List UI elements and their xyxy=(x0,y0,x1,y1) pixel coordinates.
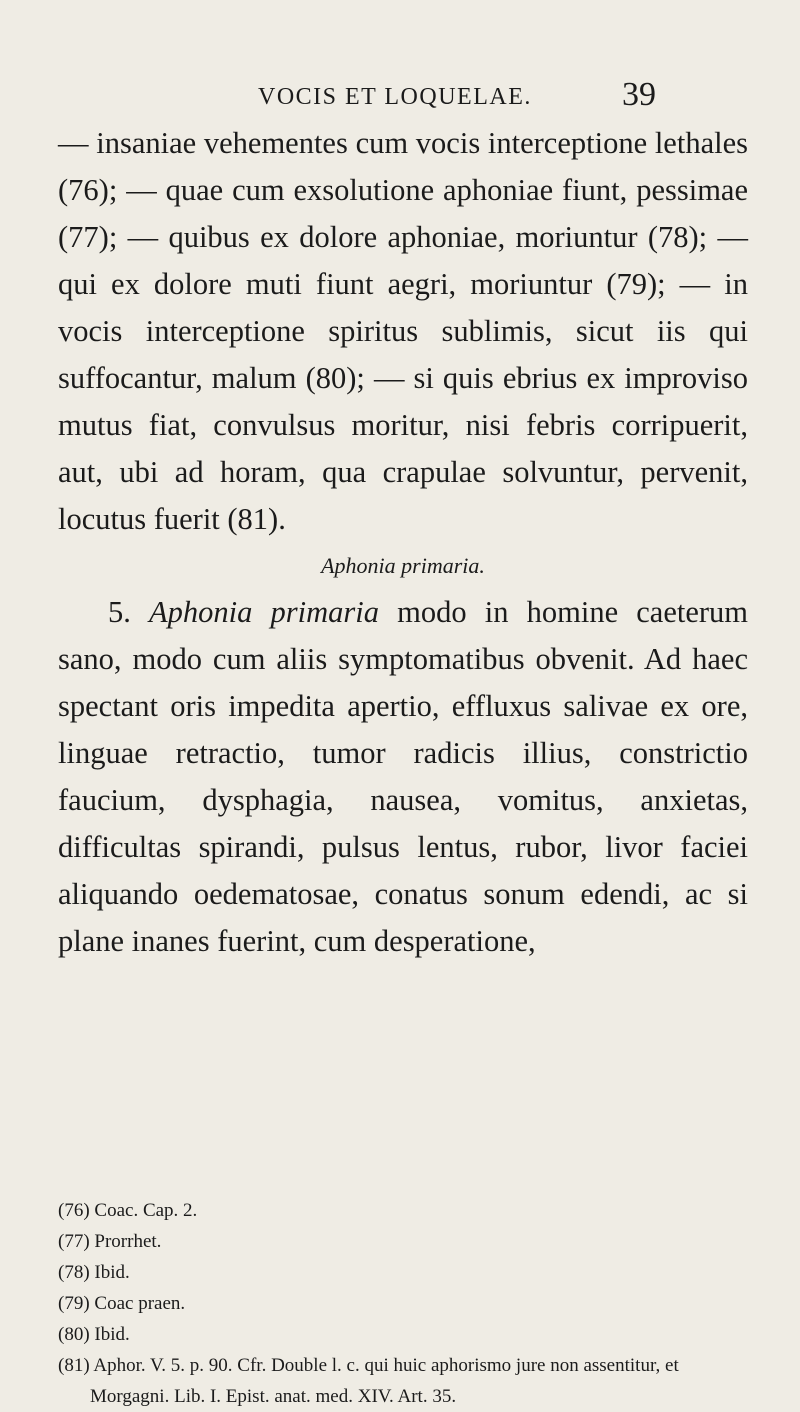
page-header xyxy=(0,78,800,118)
main-text xyxy=(58,120,748,965)
paragraph-1: — insaniae vehementes cum vocis interceptione lethales (76); — quae cum exsolutione aphoniae fiunt, pessimae (77); — quibus ex dolore aphoniae, moriuntur (78); — qui ex dolore muti fiunt aegri, moriuntur (79); — in vocis interceptione spiritus sublimis, sicut iis qui suffocantur, malum (80); — si quis ebrius ex improviso mutus fiat, convulsus moritur, nisi febris corripuerit, aut, ubi ad horam, qua crapulae solvuntur, pervenit, locutus fuerit (81). xyxy=(58,126,748,536)
footnote-80: (80) Ibid. xyxy=(58,1324,130,1345)
paragraph-2 xyxy=(58,589,748,965)
running-head: VOCIS ET LOQUELAE. xyxy=(258,84,532,110)
footnotes xyxy=(58,1195,748,1412)
page-number: 39 xyxy=(622,76,656,113)
paragraph-2-text: modo in homine caeterum sano, modo cum aliis symptomatibus obvenit. Ad haec spectant oris impedita apertio, effluxus salivae ex ore, linguae retractio, tumor radicis illius, constrictio faucium, dysphagia, nausea, vomitus, anxietas, difficultas spirandi, pulsus lentus, rubor, livor faciei aliquando oedematosae, conatus sonum edendi, ac si plane inanes fuerint, cum desperatione, xyxy=(58,595,749,958)
paragraph-number: 5. xyxy=(108,595,131,629)
footnote-77: (77) Prorrhet. xyxy=(58,1231,162,1252)
side-heading: Aphonia primaria. xyxy=(321,553,485,578)
paragraph-2-italic-term: Aphonia primaria xyxy=(149,595,379,629)
footnote-76: (76) Coac. Cap. 2. xyxy=(58,1200,198,1221)
footnote-78: (78) Ibid. xyxy=(58,1262,130,1283)
footnote-79: (79) Coac praen. xyxy=(58,1293,186,1314)
footnote-81: (81) Aphor. V. 5. p. 90. Cfr. Double l. c. qui huic aphorismo jure non assentitur, et Morgagni. Lib. I. Epist. anat. med. XIV. Art. 35. xyxy=(58,1355,679,1407)
